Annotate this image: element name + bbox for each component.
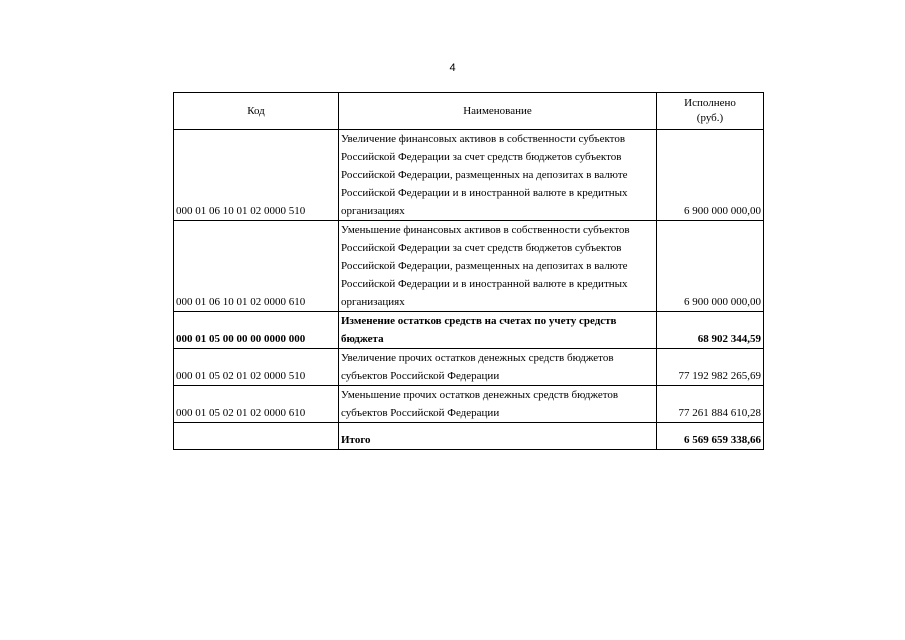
row-amount: 6 900 000 000,00 [657, 221, 764, 312]
sources-table [173, 92, 764, 450]
table-row [174, 130, 764, 221]
row-name: Увеличение финансовых активов в собственности субъектов Российской Федерации за счет средств бюджетов субъектов Российской Федерации, размещенных на депозитах в валюте Российской Федерации и в иностранной валюте в кредитных организациях [339, 130, 657, 221]
table-row [174, 349, 764, 386]
row-code: 000 01 05 00 00 00 0000 000 [174, 312, 339, 349]
row-name: Изменение остатков средств на счетах по учету средств бюджета [339, 312, 657, 349]
row-code: 000 01 06 10 01 02 0000 510 [174, 130, 339, 221]
row-name: Увеличение прочих остатков денежных средств бюджетов субъектов Российской Федерации [339, 349, 657, 386]
table-row [174, 312, 764, 349]
column-header-executed [657, 93, 764, 130]
total-label: Итого [339, 423, 657, 450]
row-code: 000 01 05 02 01 02 0000 510 [174, 349, 339, 386]
row-amount: 77 192 982 265,69 [657, 349, 764, 386]
row-code: 000 01 06 10 01 02 0000 610 [174, 221, 339, 312]
column-header-executed-line2: (руб.) [696, 112, 724, 124]
table-row [174, 386, 764, 423]
page-number: 4 [449, 62, 456, 74]
row-code: 000 01 05 02 01 02 0000 610 [174, 386, 339, 423]
row-amount: 77 261 884 610,28 [657, 386, 764, 423]
total-row [174, 423, 764, 450]
row-amount: 68 902 344,59 [657, 312, 764, 349]
row-name: Уменьшение прочих остатков денежных средств бюджетов субъектов Российской Федерации [339, 386, 657, 423]
table-row [174, 221, 764, 312]
table-header-row [174, 93, 764, 130]
column-header-executed-line1: Исполнено [684, 97, 736, 109]
column-header-code: Код [174, 93, 339, 130]
total-code-cell [174, 423, 339, 450]
row-name: Уменьшение финансовых активов в собственности субъектов Российской Федерации за счет средств бюджетов субъектов Российской Федерации, размещенных на депозитах в валюте Российской Федерации и в иностранной валюте в кредитных организациях [339, 221, 657, 312]
row-amount: 6 900 000 000,00 [657, 130, 764, 221]
total-amount: 6 569 659 338,66 [657, 423, 764, 450]
column-header-name: Наименование [339, 93, 657, 130]
